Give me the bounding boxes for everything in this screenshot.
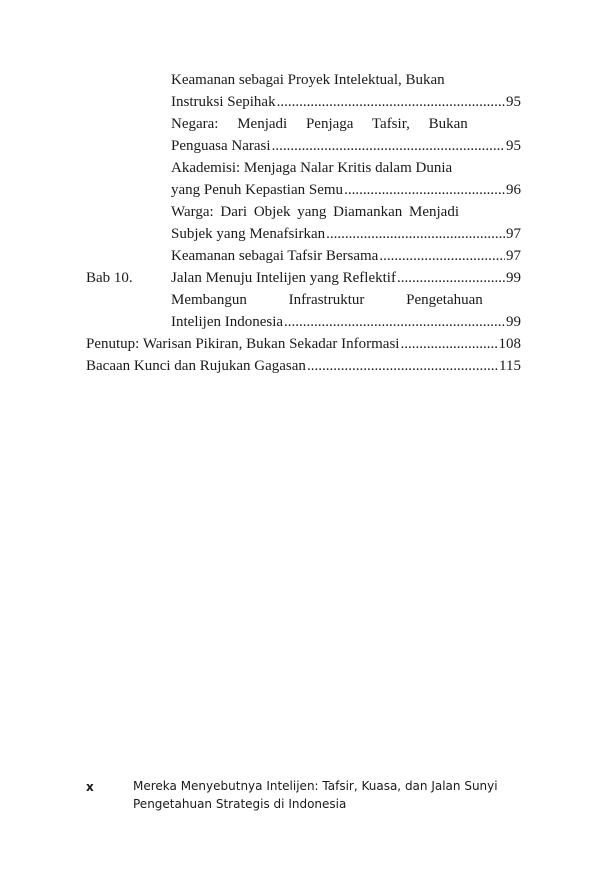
leader-dots [272, 135, 505, 157]
toc-entry-title: Warga: Dari Objek yang Diamankan Menjadi [171, 204, 460, 220]
toc-entry-title: Keamanan sebagai Tafsir Bersama [171, 248, 379, 264]
toc-entry-title: Instruksi Sepihak [171, 94, 276, 110]
toc-entry-line [171, 311, 521, 333]
toc-entry-title: Membangun Infrastruktur Pengetahuan [171, 292, 483, 308]
toc-entry-line [171, 91, 521, 113]
leader-dots [277, 91, 505, 113]
running-title-line: Pengetahuan Strategis di Indonesia [133, 797, 347, 811]
toc-page-number: 115 [499, 358, 521, 374]
toc-page-number: 108 [498, 336, 521, 352]
toc-page-number: 97 [506, 226, 521, 242]
toc-chapter-line [171, 267, 521, 289]
chapter-title: Jalan Menuju Intelijen yang Reflektif [171, 270, 396, 286]
toc-page-number: 99 [506, 314, 521, 330]
leader-dots [344, 179, 505, 201]
toc-entry-line [171, 179, 521, 201]
toc-page-number: 95 [506, 94, 521, 110]
running-title [133, 777, 553, 813]
leader-dots [284, 311, 505, 333]
toc-page-number: 95 [506, 138, 521, 154]
toc-entry-title: yang Penuh Kepastian Semu [171, 182, 344, 198]
toc-entry-title: Penguasa Narasi [171, 138, 271, 154]
toc-entry-title: Intelijen Indonesia [171, 314, 284, 330]
toc-entry-title: Akademisi: Menjaga Nalar Kritis dalam Dunia [171, 160, 453, 176]
toc-entry-line [171, 113, 489, 135]
chapter-label: Bab 10. [86, 270, 133, 286]
toc-page-number: 96 [506, 182, 521, 198]
toc-closing-line [86, 333, 521, 355]
toc-entry-title: Subjek yang Menafsirkan [171, 226, 326, 242]
leader-dots [326, 223, 505, 245]
running-title-line: Mereka Menyebutnya Intelijen: Tafsir, Kuasa, dan Jalan Sunyi [133, 779, 498, 793]
page-number: x [86, 780, 94, 794]
toc-entry-line [171, 223, 521, 245]
toc-entry-title: Negara: Menjadi Penjaga Tafsir, Bukan [171, 116, 468, 132]
leader-dots [307, 355, 498, 377]
toc-page-number: 99 [506, 270, 521, 286]
leader-dots [379, 245, 505, 267]
leader-dots [397, 267, 505, 289]
leader-dots [400, 333, 497, 355]
toc-page-number: 97 [506, 248, 521, 264]
toc-entry-line [171, 69, 489, 91]
closing-title: Penutup: Warisan Pikiran, Bukan Sekadar Informasi [86, 336, 400, 352]
toc-entry-line [171, 157, 489, 179]
references-title: Bacaan Kunci dan Rujukan Gagasan [86, 358, 306, 374]
toc-entry-title: Keamanan sebagai Proyek Intelektual, Bukan [171, 72, 445, 88]
toc-entry-line [171, 201, 489, 223]
toc-entry-line [171, 289, 489, 311]
toc-entry-line [171, 135, 521, 157]
toc-entry-line [171, 245, 521, 267]
toc-references-line [86, 355, 521, 377]
